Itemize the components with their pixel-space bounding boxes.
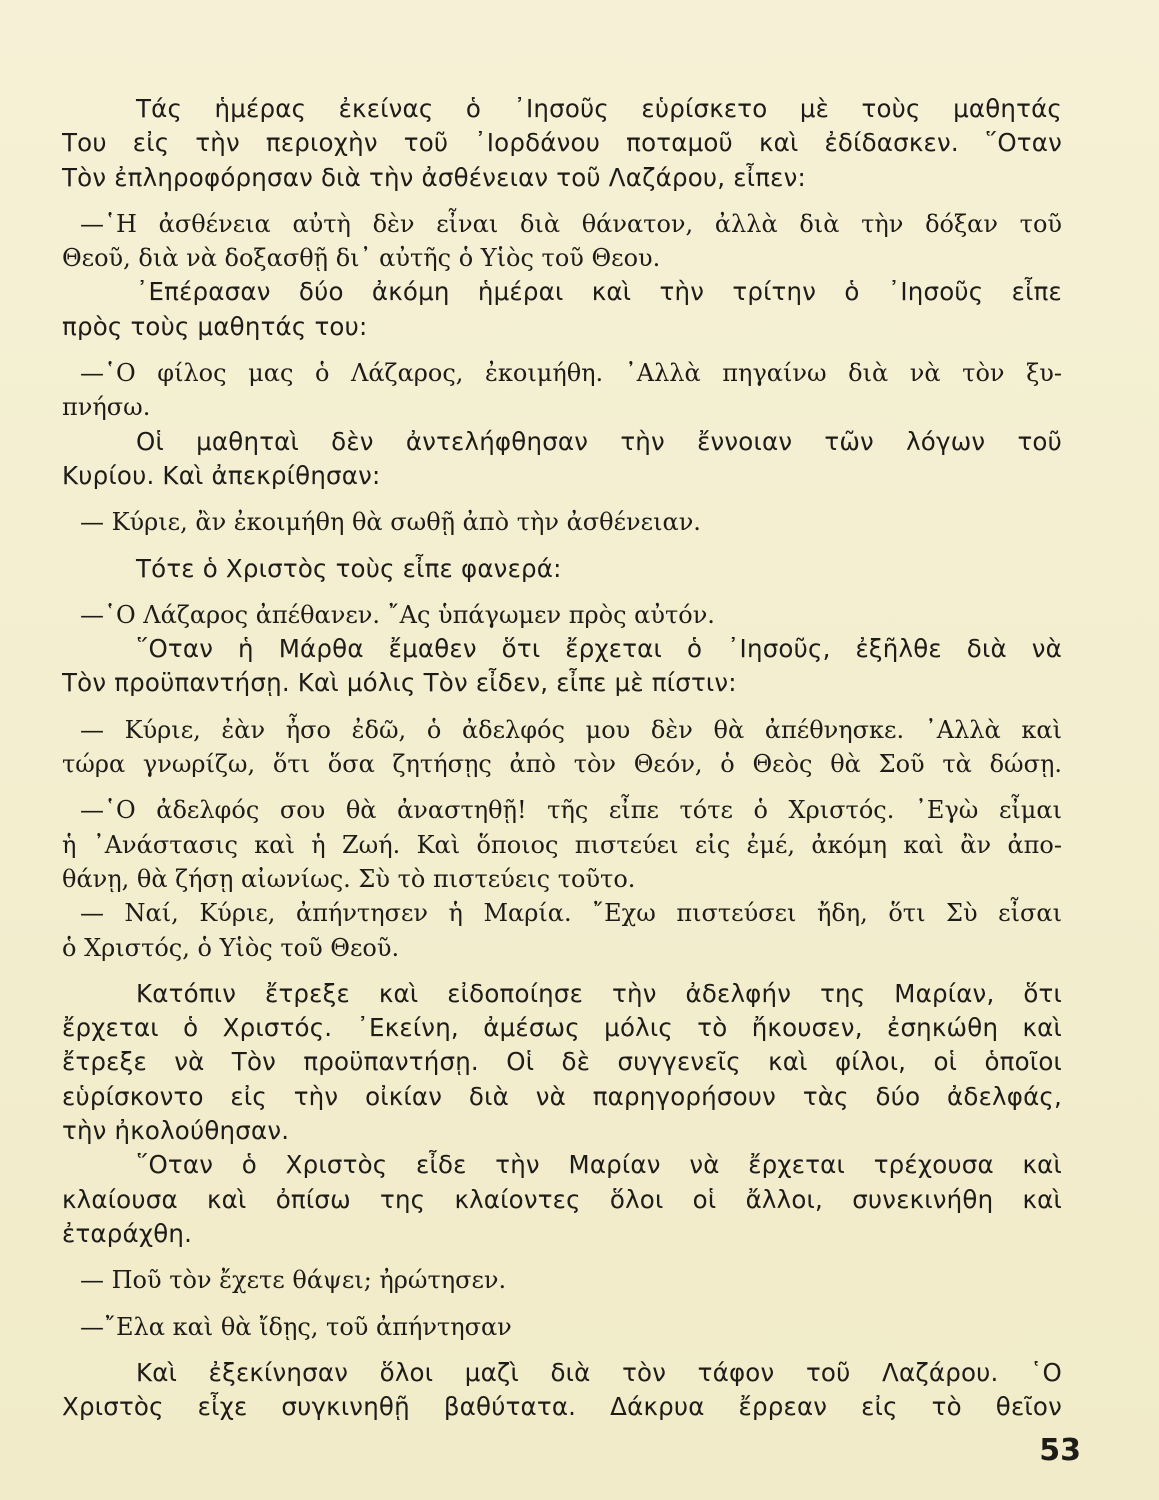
text-line: Τότε ὁ Χριστὸς τοὺς εἶπε φανερά: — [136, 553, 562, 583]
text-line: —῾Ο Λάζαρος ἀπέθανεν. ῎Ας ὑπάγωμεν πρὸς αὐτόν. — [80, 600, 715, 629]
text-line: πνήσω. — [62, 393, 151, 422]
text-line: Του εἰς τὴν περιοχὴν τοῦ ᾿Ιορδάνου ποταμοῦ καὶ ἐδίδασκεν. ῞Οταν — [62, 128, 1062, 158]
body-text — [62, 92, 1062, 1424]
text-line: Οἱ μαθηταὶ δὲν ἀντελήφθησαν τὴν ἔννοιαν τῶν λόγων τοῦ — [136, 426, 1062, 456]
text-line: κλαίουσα καὶ ὀπίσω της κλαίοντες ὅλοι οἱ ἄλλοι, συνεκινήθη καὶ — [62, 1184, 1062, 1214]
text-line: Τάς ἡμέρας ἐκείνας ὁ ᾿Ιησοῦς εὑρίσκετο μὲ τοὺς μαθητάς — [136, 94, 1062, 123]
text-line: Τὸν ἐπληροφόρησαν διὰ τὴν ἀσθένειαν τοῦ Λαζάρου, εἶπεν: — [62, 162, 806, 192]
text-line: ἔρχεται ὁ Χριστός. ᾿Εκείνη, ἀμέσως μόλις τὸ ἤκουσεν, ἐσηκώθη καὶ — [62, 1013, 1062, 1043]
text-line: Κυρίου. Καὶ ἀπεκρίθησαν: — [62, 460, 381, 490]
text-line: — Ναί, Κύριε, ἀπήντησεν ἡ Μαρία. ῎Εχω πιστεύσει ἤδη, ὅτι Σὺ εἶσαι — [80, 899, 1062, 928]
text-line: ῞Οταν ὁ Χριστὸς εἶδε τὴν Μαρίαν νὰ ἔρχεται τρέχουσα καὶ — [136, 1150, 1062, 1180]
text-line: εὑρίσκοντο εἰς τὴν οἰκίαν διὰ νὰ παρηγορήσουν τὰς δύο ἀδελφάς, — [62, 1081, 1062, 1111]
text-line: ἔτρεξε νὰ Τὸν προϋπαντήσῃ. Οἱ δὲ συγγενεῖς καὶ φίλοι, οἱ ὁποῖοι — [62, 1047, 1062, 1077]
text-line: Τὸν προϋπαντήσῃ. Καὶ μόλις Τὸν εἶδεν, εἶπε μὲ πίστιν: — [62, 668, 737, 698]
page-number: 53 — [1039, 1433, 1081, 1468]
text-line: —῾Ο φίλος μας ὁ Λάζαρος, ἐκοιμήθη. ᾿Αλλὰ πηγαίνω διὰ νὰ τὸν ξυ- — [80, 359, 1062, 388]
text-line: —῾Ο ἀδελφός σου θὰ ἀναστηθῇ! τῆς εἶπε τότε ὁ Χριστός. ᾿Εγὼ εἶμαι — [80, 796, 1062, 825]
text-line: ὁ Χριστός, ὁ Υἱὸς τοῦ Θεοῦ. — [62, 933, 400, 962]
text-line: τώρα γνωρίζω, ὅτι ὅσα ζητήσῃς ἀπὸ τὸν Θεόν, ὁ Θεὸς θὰ Σοῦ τὰ δώσῃ. — [62, 750, 1062, 779]
text-line: ἡ ᾿Ανάστασις καὶ ἡ Ζωή. Καὶ ὅποιος πιστεύει εἰς ἐμέ, ἀκόμη καὶ ἂν ἀπο- — [62, 830, 1062, 859]
text-line: Καὶ ἐξεκίνησαν ὅλοι μαζὶ διὰ τὸν τάφον τοῦ Λαζάρου. ῾Ο — [136, 1357, 1062, 1387]
text-line: —῾Η ἀσθένεια αὐτὴ δὲν εἶναι διὰ θάνατον, ἀλλὰ διὰ τὴν δόξαν τοῦ — [80, 209, 1062, 238]
text-line: Κατόπιν ἔτρεξε καὶ εἰδοποίησε τὴν ἀδελφήν της Μαρίαν, ὅτι — [136, 978, 1062, 1008]
text-line: ᾿Επέρασαν δύο ἀκόμη ἡμέραι καὶ τὴν τρίτην ὁ ᾿Ιησοῦς εἶπε — [136, 277, 1062, 307]
text-line: —῎Ελα καὶ θὰ ἴδῃς, τοῦ ἀπήντησαν — [80, 1312, 512, 1341]
text-line: ῞Οταν ἡ Μάρθα ἔμαθεν ὅτι ἔρχεται ὁ ᾿Ιησοῦς, ἐξῆλθε διὰ νὰ — [136, 634, 1062, 664]
text-line: — Κύριε, ἐὰν ἦσο ἐδῶ, ὁ ἀδελφός μου δὲν θὰ ἀπέθνησκε. ᾿Αλλὰ καὶ — [80, 715, 1062, 744]
text-line: τὴν ἠκολούθησαν. — [62, 1116, 290, 1146]
text-line: πρὸς τοὺς μαθητάς του: — [62, 311, 368, 341]
text-line: — Κύριε, ἂν ἐκοιμήθη θὰ σωθῇ ἀπὸ τὴν ἀσθένειαν. — [80, 508, 701, 537]
text-line: Θεοῦ, διὰ νὰ δοξασθῇ δι᾿ αὐτῆς ὁ Υἱὸς τοῦ Θεου. — [62, 244, 661, 273]
text-line: ἐταράχθη. — [62, 1218, 193, 1248]
text-line: Χριστὸς εἶχε συγκινηθῇ βαθύτατα. Δάκρυα ἔρρεαν εἰς τὸ θεῖον — [62, 1392, 1062, 1422]
text-line: θάνῃ, θὰ ζήσῃ αἰωνίως. Σὺ τὸ πιστεύεις τοῦτο. — [62, 864, 636, 893]
text-line: — Ποῦ τὸν ἔχετε θάψει; ἠρώτησεν. — [80, 1266, 507, 1295]
